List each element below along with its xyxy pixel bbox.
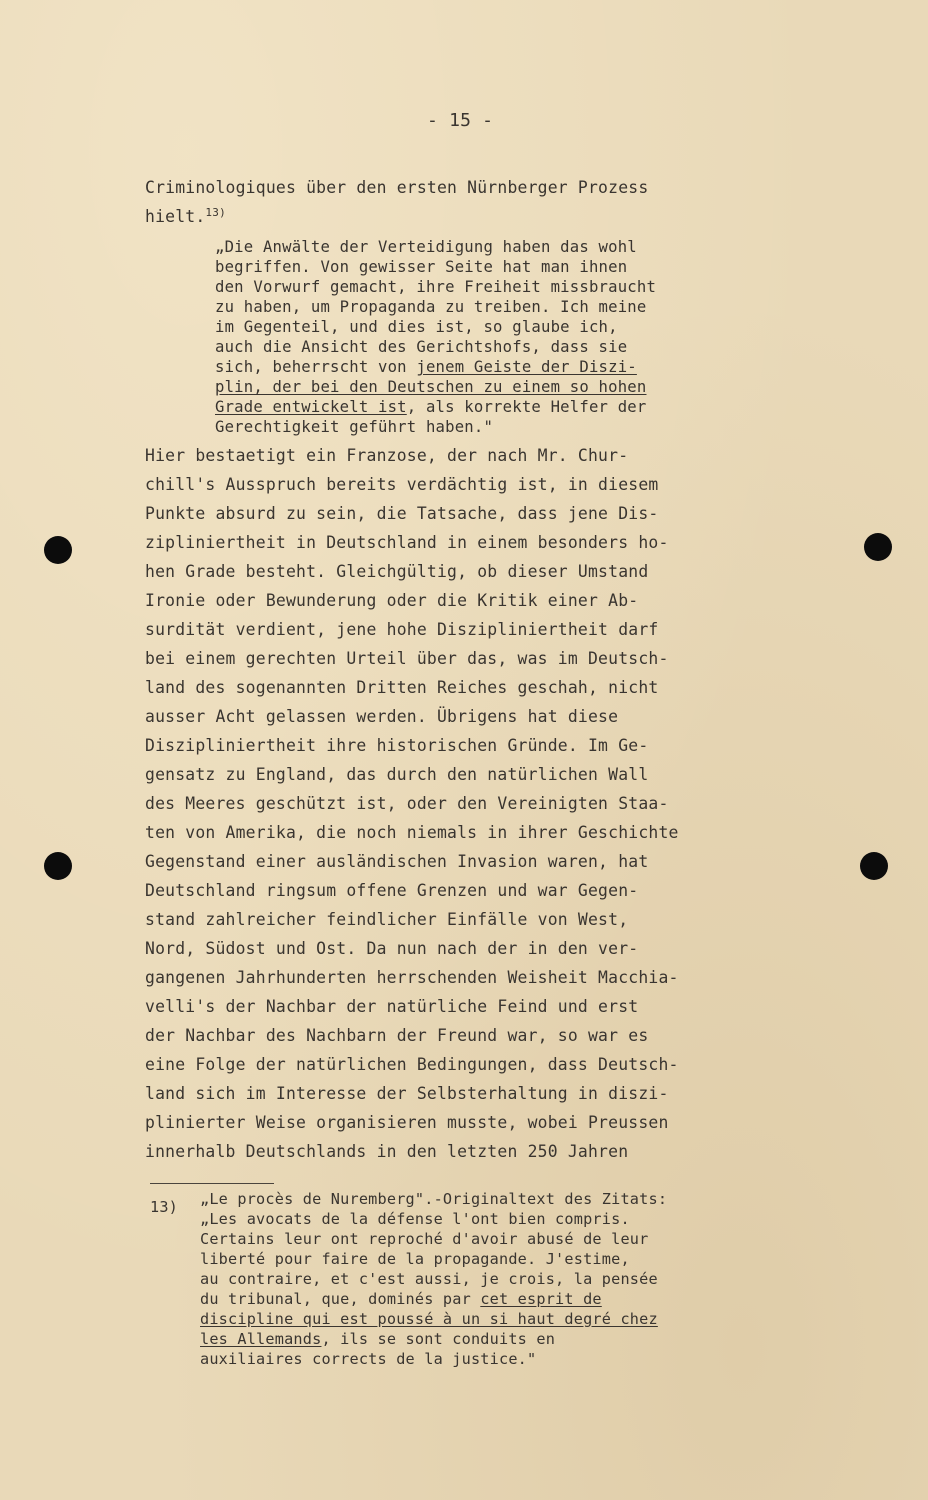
footnote-reference: 13) xyxy=(205,206,226,219)
punch-hole-left-top xyxy=(44,536,72,564)
body-line: plinierter Weise organisieren musste, wobei Preussen xyxy=(145,1113,669,1132)
footnote-line: „Les avocats de la défense l'ont bien compris. xyxy=(200,1210,630,1228)
quote-text: sich, beherrscht von xyxy=(215,358,417,376)
body-line: eine Folge der natürlichen Bedingungen, dass Deutsch- xyxy=(145,1055,679,1074)
underlined-text: jenem Geiste der Diszi- xyxy=(416,358,637,376)
quote-line: den Vorwurf gemacht, ihre Freiheit missbraucht xyxy=(215,278,657,296)
body-line: zipliniertheit in Deutschland in einem besonders ho- xyxy=(145,533,669,552)
body-line: gensatz zu England, das durch den natürlichen Wall xyxy=(145,765,649,784)
intro-line-text: hielt. xyxy=(145,207,206,226)
body-line: Nord, Südost und Ost. Da nun nach der in den ver- xyxy=(145,939,639,958)
body-line: Gegenstand einer ausländischen Invasion waren, hat xyxy=(145,852,649,871)
underlined-text: les Allemands xyxy=(200,1330,322,1348)
quote-line-underlined: plin, der bei den Deutschen zu einem so hohen xyxy=(215,378,647,396)
body-line: surdität verdient, jene hohe Diszipliniertheit darf xyxy=(145,620,659,639)
footnote-line: au contraire, et c'est aussi, je crois, la pensée xyxy=(200,1270,658,1288)
quote-line: begriffen. Von gewisser Seite hat man ihnen xyxy=(215,258,628,276)
footnote-line: Certains leur ont reproché d'avoir abusé de leur xyxy=(200,1230,649,1248)
body-line: stand zahlreicher feindlicher Einfälle von West, xyxy=(145,910,629,929)
body-line: land des sogenannten Dritten Reiches geschah, nicht xyxy=(145,678,659,697)
body-line: Hier bestaetigt ein Franzose, der nach Mr. Chur- xyxy=(145,446,629,465)
footnote-text: , ils se sont conduits en xyxy=(321,1330,556,1348)
body-line: Deutschland ringsum offene Grenzen und war Gegen- xyxy=(145,881,639,900)
footnote-line: liberté pour faire de la propagande. J'estime, xyxy=(200,1250,630,1268)
underlined-text: cet esprit de xyxy=(480,1290,602,1308)
page-number: - 15 - xyxy=(427,110,494,131)
body-line: Diszipliniertheit ihre historischen Gründe. Im Ge- xyxy=(145,736,649,755)
quote-line xyxy=(215,358,637,376)
quote-line: Gerechtigkeit geführt haben." xyxy=(215,418,494,436)
body-line: bei einem gerechten Urteil über das, was im Deutsch- xyxy=(145,649,669,668)
underlined-text: Grade entwickelt ist xyxy=(215,398,407,416)
intro-line: Criminologiques über den ersten Nürnberger Prozess xyxy=(145,178,649,197)
footnote-line-underlined: discipline qui est poussé à un si haut degré chez xyxy=(200,1310,658,1328)
body-line: der Nachbar des Nachbarn der Freund war, so war es xyxy=(145,1026,649,1045)
body-line: gangenen Jahrhunderten herrschenden Weisheit Macchia- xyxy=(145,968,679,987)
body-line: Punkte absurd zu sein, die Tatsache, dass jene Dis- xyxy=(145,504,659,523)
quote-line xyxy=(215,398,646,416)
footnote-line: „Le procès de Nuremberg".-Originaltext des Zitats: xyxy=(200,1190,668,1208)
footnote-line xyxy=(200,1330,555,1348)
quote-line: „Die Anwälte der Verteidigung haben das wohl xyxy=(215,238,637,256)
quote-line: auch die Ansicht des Gerichtshofs, dass sie xyxy=(215,338,628,356)
body-line: des Meeres geschützt ist, oder den Vereinigten Staa- xyxy=(145,794,669,813)
body-line: land sich im Interesse der Selbsterhaltung in diszi- xyxy=(145,1084,669,1103)
quote-line: im Gegenteil, und dies ist, so glaube ich, xyxy=(215,318,618,336)
body-line: hen Grade besteht. Gleichgültig, ob dieser Umstand xyxy=(145,562,649,581)
quote-text: , als korrekte Helfer der xyxy=(406,398,647,416)
body-line: innerhalb Deutschlands in den letzten 250 Jahren xyxy=(145,1142,629,1161)
punch-hole-left-bottom xyxy=(44,852,72,880)
footnote-text: du tribunal, que, dominés par xyxy=(200,1290,481,1308)
punch-hole-right-top xyxy=(864,533,892,561)
footnote-line xyxy=(200,1290,602,1308)
quote-line: zu haben, um Propaganda zu treiben. Ich meine xyxy=(215,298,647,316)
body-line: ausser Acht gelassen werden. Übrigens hat diese xyxy=(145,707,619,726)
body-line: Ironie oder Bewunderung oder die Kritik einer Ab- xyxy=(145,591,639,610)
footnote-line: auxiliaires corrects de la justice." xyxy=(200,1350,537,1368)
punch-hole-right-bottom xyxy=(860,852,888,880)
footnote-marker: 13) xyxy=(150,1198,179,1216)
body-line: velli's der Nachbar der natürliche Feind und erst xyxy=(145,997,639,1016)
body-line: chill's Ausspruch bereits verdächtig ist, in diesem xyxy=(145,475,659,494)
footnote-divider xyxy=(150,1183,274,1184)
body-line: ten von Amerika, die noch niemals in ihrer Geschichte xyxy=(145,823,679,842)
intro-line xyxy=(145,206,226,226)
